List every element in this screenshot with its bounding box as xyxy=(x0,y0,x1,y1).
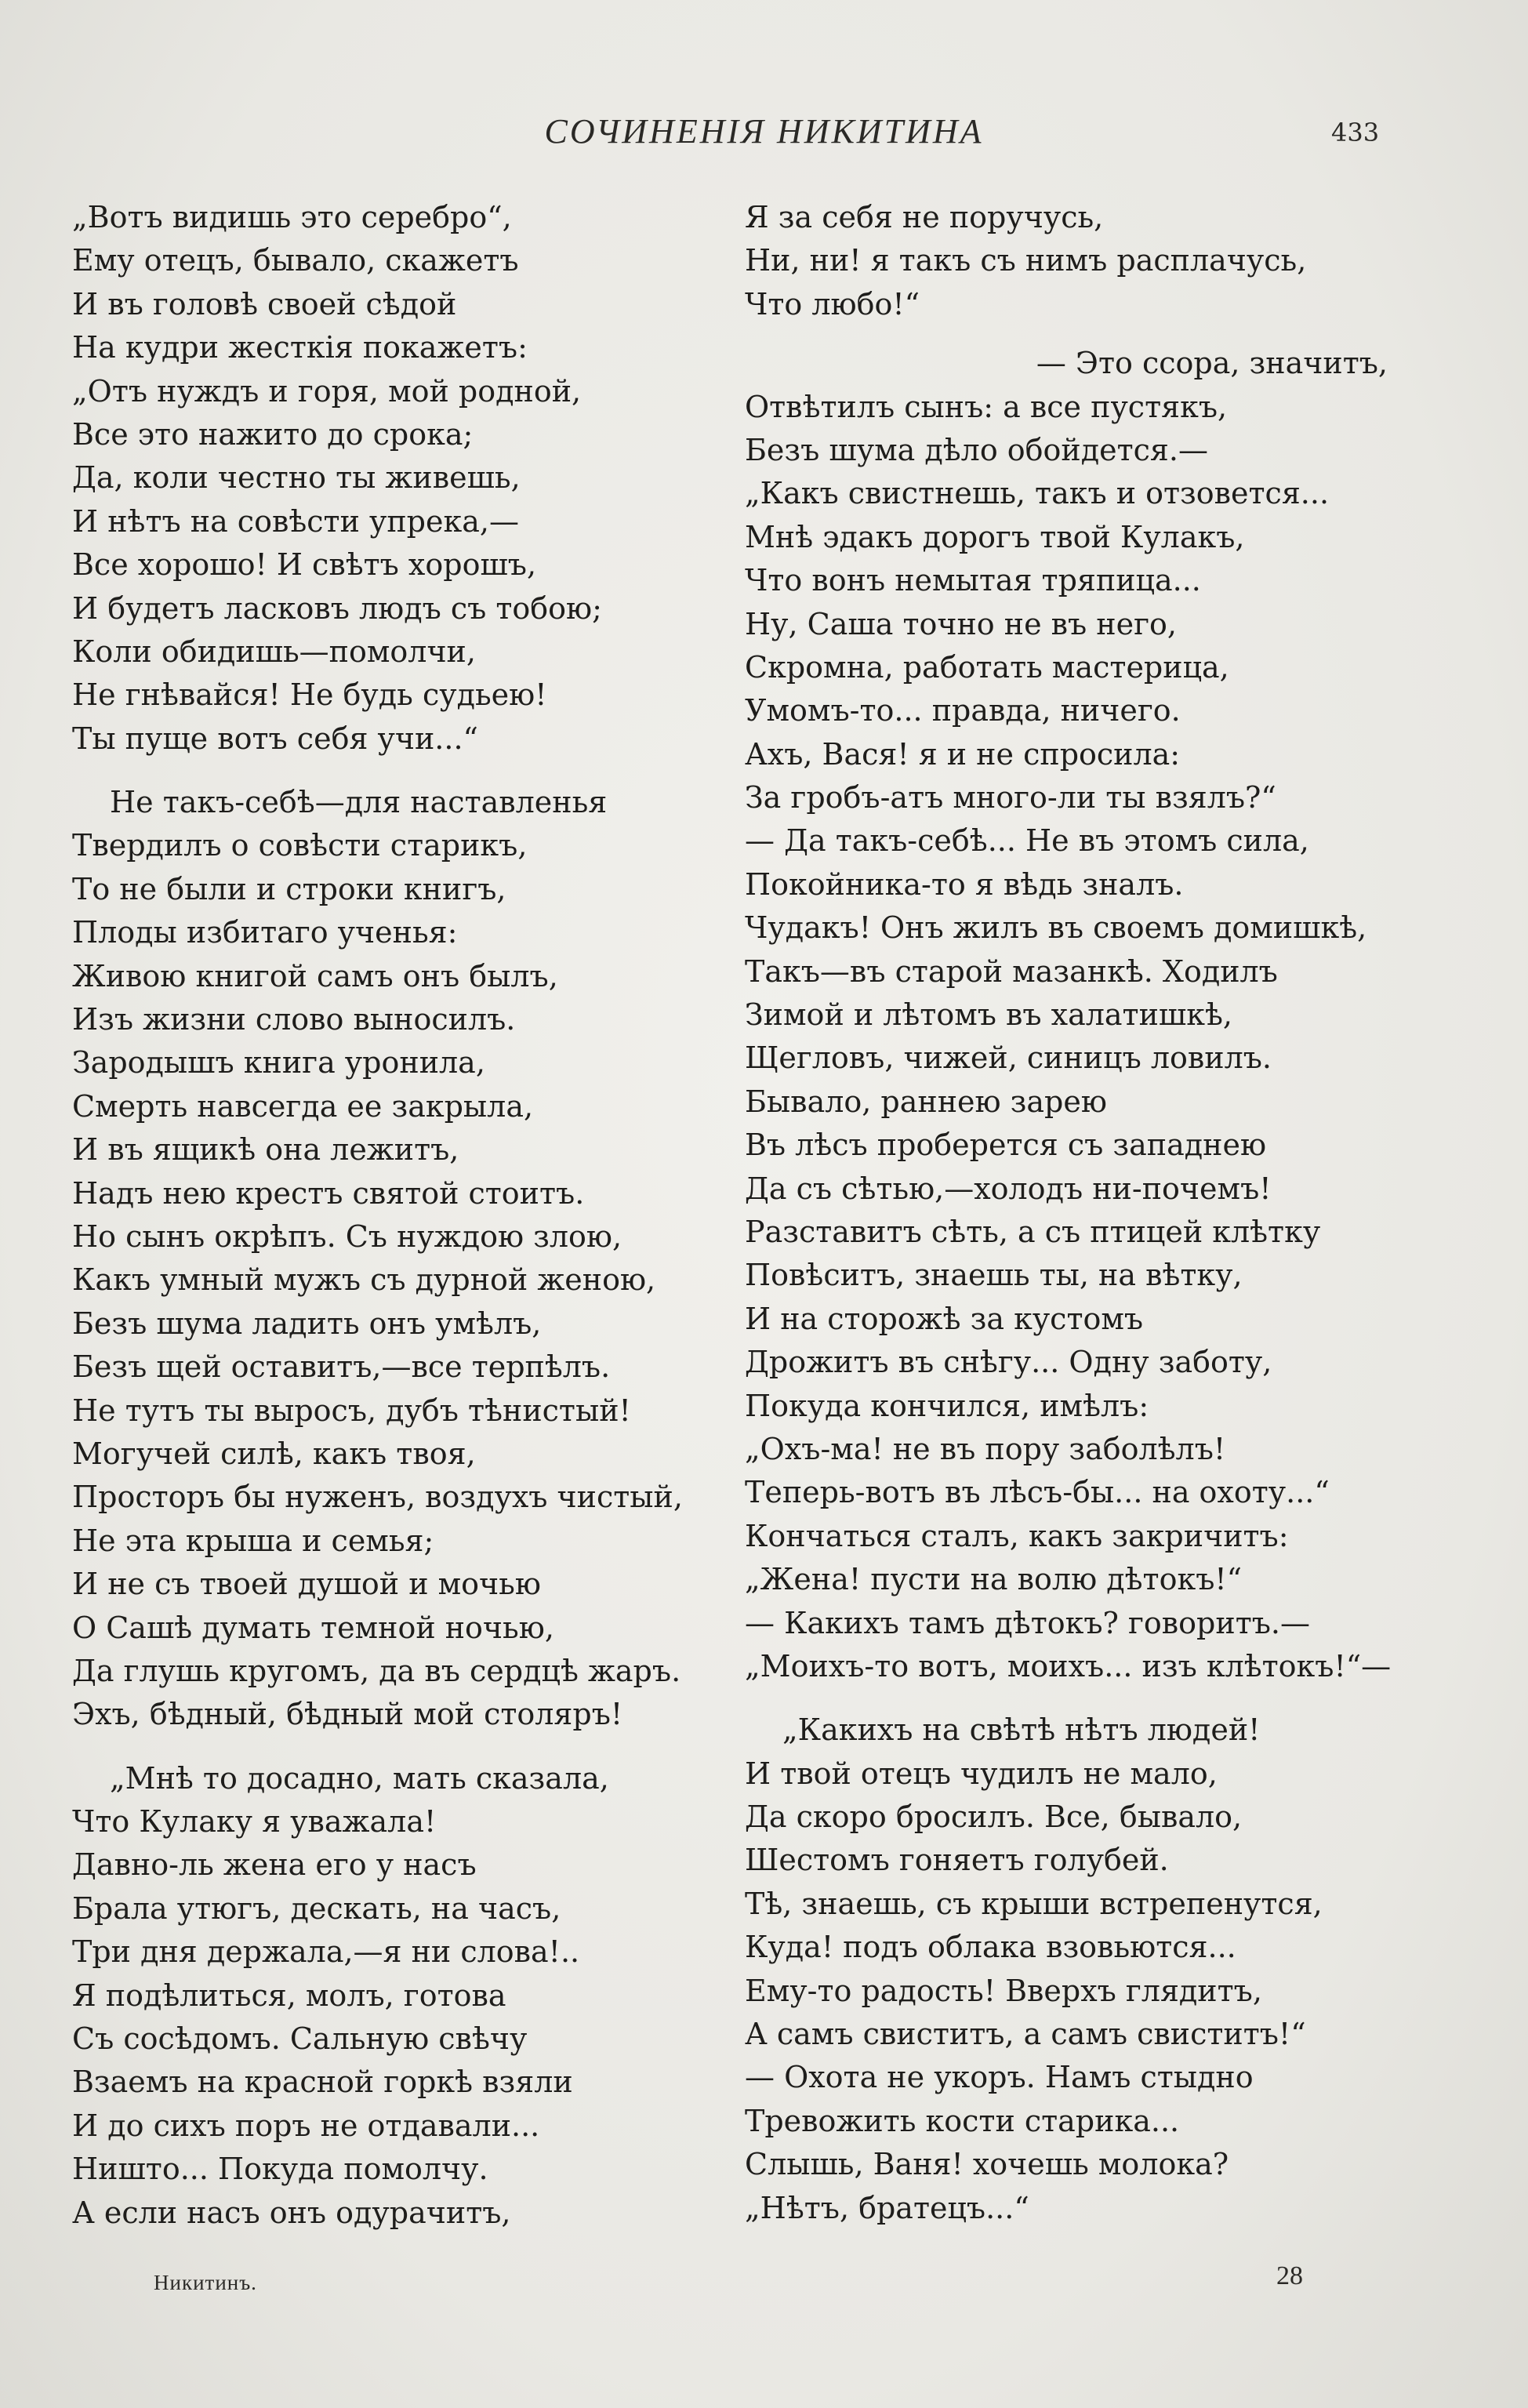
verse-line: Повѣситъ, знаешь ты, на вѣтку, xyxy=(745,1258,1243,1293)
verse-line: Теперь-вотъ въ лѣсъ-бы... на охоту...“ xyxy=(745,1475,1330,1510)
verse-line: Давно-ль жена его у насъ xyxy=(72,1847,477,1883)
footer-signature: Никитинъ. xyxy=(154,2271,257,2294)
verse-line: Плоды избитаго ученья: xyxy=(72,915,458,950)
verse-line: Взаемъ на красной горкѣ взяли xyxy=(72,2065,573,2100)
verse-line: Да, коли честно ты живешь, xyxy=(72,460,521,496)
verse-line: — Это ссора, значитъ, xyxy=(1036,346,1388,381)
verse-line: Покойника-то я вѣдь зналъ. xyxy=(745,866,1184,902)
verse-line: Разставитъ сѣть, а съ птицей клѣтку xyxy=(745,1214,1321,1249)
running-header-title: СОЧИНЕНІЯ НИКИТИНА xyxy=(544,112,984,151)
verse-line: Слышь, Ваня! хочешь молока? xyxy=(745,2147,1229,2182)
verse-line: Но сынъ окрѣпъ. Съ нуждою злою, xyxy=(72,1219,622,1254)
verse-line: „Отъ нуждъ и горя, мой родной, xyxy=(72,373,582,409)
verse-line: Зародышъ книга уронила, xyxy=(72,1045,485,1081)
verse-line: Не такъ-себѣ—для наставленья xyxy=(110,785,608,820)
verse-line: И нѣтъ на совѣсти упрека,— xyxy=(72,503,519,539)
verse-line: Все это нажито до срока; xyxy=(72,416,474,452)
verse-line: Шестомъ гоняетъ голубей. xyxy=(745,1843,1169,1878)
verse-line: Куда! подъ облака взовьются... xyxy=(745,1930,1236,1965)
verse-line: А самъ свиститъ, а самъ свиститъ!“ xyxy=(745,2017,1306,2052)
verse-line: Брала утюгъ, дескать, на часъ, xyxy=(72,1890,561,1926)
verse-line: Тѣ, знаешь, съ крыши встрепенутся, xyxy=(745,1886,1323,1921)
verse-line: Ему-то радость! Вверхъ глядитъ, xyxy=(745,1973,1262,2008)
verse-line: Да съ сѣтью,—холодъ ни-почемъ! xyxy=(745,1171,1272,1206)
verse-line: Все хорошо! И свѣтъ хорошъ, xyxy=(72,547,537,583)
verse-line: „Нѣтъ, братецъ...“ xyxy=(745,2190,1029,2225)
verse-line: Смерть навсегда ее закрыла, xyxy=(72,1088,534,1124)
verse-line: — Какихъ тамъ дѣтокъ? говоритъ.— xyxy=(745,1605,1310,1640)
verse-line: Я за себя не поручусь, xyxy=(745,200,1104,234)
footer-sheet-number: 28 xyxy=(1276,2261,1303,2290)
verse-line: Бывало, раннею зарею xyxy=(745,1084,1107,1119)
verse-line: Покуда кончился, имѣлъ: xyxy=(745,1388,1149,1423)
verse-line: Отвѣтилъ сынъ: а все пустякъ, xyxy=(745,389,1228,424)
verse-line: Зимой и лѣтомъ въ халатишкѣ, xyxy=(745,997,1232,1033)
verse-line: За гробъ-атъ много-ли ты взялъ?“ xyxy=(745,780,1276,815)
verse-line: Чудакъ! Онъ жилъ въ своемъ домишкѣ, xyxy=(745,910,1367,946)
verse-line: „Жена! пусти на волю дѣтокъ!“ xyxy=(745,1562,1243,1597)
verse-line: И на сторожѣ за кустомъ xyxy=(745,1301,1144,1336)
verse-line: „Вотъ видишь это серебро“, xyxy=(72,200,512,234)
verse-line: Ахъ, Вася! я и не спросила: xyxy=(745,736,1181,772)
verse-line: „Охъ-ма! не въ пору заболѣлъ! xyxy=(745,1431,1226,1466)
verse-line: Такъ—въ старой мазанкѣ. Ходилъ xyxy=(745,953,1278,989)
verse-line: Надъ нею крестъ святой стоитъ. xyxy=(72,1175,585,1211)
verse-line: Мнѣ эдакъ дорогъ твой Кулакъ, xyxy=(745,519,1245,554)
verse-line: Какъ умный мужъ съ дурной женою, xyxy=(72,1262,656,1298)
verse-line: Умомъ-то... правда, ничего. xyxy=(745,693,1181,728)
verse-line: Ему отецъ, бывало, скажетъ xyxy=(72,243,519,278)
verse-line: — Охота не укоръ. Намъ стыдно xyxy=(745,2060,1254,2095)
verse-line: Я подѣлиться, молъ, готова xyxy=(72,1978,506,2013)
verse-line: Щегловъ, чижей, синицъ ловилъ. xyxy=(745,1041,1272,1076)
verse-line: И твой отецъ чудилъ не мало, xyxy=(745,1756,1218,1791)
verse-line: „Какихъ на свѣтѣ нѣтъ людей! xyxy=(782,1712,1261,1748)
verse-line: Скромна, работать мастерица, xyxy=(745,649,1229,685)
verse-line: Что любо!“ xyxy=(745,286,920,321)
verse-line: О Сашѣ думать темной ночью, xyxy=(72,1610,554,1645)
verse-line: И будетъ ласковъ людъ съ тобою; xyxy=(72,590,602,626)
verse-line: Коли обидишь—помолчи, xyxy=(72,634,476,669)
verse-line: Безъ щей оставитъ,—все терпѣлъ. xyxy=(72,1349,611,1385)
verse-line: „Какъ свистнешь, такъ и отзовется... xyxy=(745,476,1330,511)
verse-line: Ты пуще вотъ себя учи...“ xyxy=(72,721,478,756)
verse-line: Три дня держала,—я ни слова!.. xyxy=(72,1934,580,1970)
verse-line: Ну, Саша точно не въ него, xyxy=(745,606,1177,641)
verse-line: Могучей силѣ, какъ твоя, xyxy=(72,1436,476,1471)
verse-line: Не тутъ ты выросъ, дубъ тѣнистый! xyxy=(72,1393,631,1428)
stanza-gap xyxy=(745,326,1403,342)
verse-line: Изъ жизни слово выносилъ. xyxy=(72,1002,516,1037)
verse-line: — Да такъ-себѣ... Не въ этомъ сила, xyxy=(745,823,1309,859)
verse-line: То не были и строки книгъ, xyxy=(72,871,506,906)
verse-line: Дрожитъ въ снѣгу... Одну заботу, xyxy=(745,1345,1272,1380)
verse-line: Безъ шума ладить онъ умѣлъ, xyxy=(72,1306,542,1341)
verse-line: Не эта крыша и семья; xyxy=(72,1523,434,1558)
verse-line: И не съ твоей душой и мочью xyxy=(72,1567,541,1602)
page-number: 433 xyxy=(1331,118,1380,147)
verse-line: Въ лѣсъ проберется съ западнею xyxy=(745,1128,1267,1163)
verse-line: И до сихъ поръ не отдавали... xyxy=(72,2108,540,2143)
verse-line: Да глушь кругомъ, да въ сердцѣ жаръ. xyxy=(72,1653,681,1688)
verse-line: На кудри жесткія покажетъ: xyxy=(72,330,528,365)
stanza-gap xyxy=(72,1737,731,1757)
verse-line: И въ головѣ своей сѣдой xyxy=(72,286,457,321)
verse-line: Ни, ни! я такъ съ нимъ расплачусь, xyxy=(745,243,1307,278)
left-text-column xyxy=(72,196,731,2235)
verse-line: Живою книгой самъ онъ былъ, xyxy=(72,958,558,993)
verse-line: Кончаться сталъ, какъ закричитъ: xyxy=(745,1518,1289,1553)
verse-line: Безъ шума дѣло обойдется.— xyxy=(745,432,1208,467)
verse-line: Не гнѣвайся! Не будь судьею! xyxy=(72,677,547,713)
verse-line: И въ ящикѣ она лежитъ, xyxy=(72,1132,459,1168)
stanza-gap xyxy=(72,761,731,781)
verse-line: „Моихъ-то вотъ, моихъ... изъ клѣтокъ!“— xyxy=(745,1648,1392,1683)
verse-line: Просторъ бы нуженъ, воздухъ чистый, xyxy=(72,1480,683,1515)
verse-line: „Мнѣ то досадно, мать сказала, xyxy=(110,1760,609,1796)
verse-line: А если насъ онъ одурачитъ, xyxy=(72,2195,511,2230)
verse-line: Ништо... Покуда помолчу. xyxy=(72,2152,488,2187)
verse-line: Тревожить кости старика... xyxy=(745,2103,1180,2138)
verse-line: Да скоро бросилъ. Все, бывало, xyxy=(745,1800,1243,1835)
verse-line: Съ сосѣдомъ. Сальную свѣчу xyxy=(72,2021,528,2057)
right-text-column xyxy=(745,196,1403,2230)
verse-line: Что Кулаку я уважала! xyxy=(72,1804,437,1840)
verse-line: Твердилъ о совѣсти старикъ, xyxy=(72,828,528,863)
stanza-gap xyxy=(745,1688,1403,1709)
verse-line: Что вонъ немытая тряпица... xyxy=(745,563,1201,598)
verse-line: Эхъ, бѣдный, бѣдный мой столяръ! xyxy=(72,1697,623,1732)
